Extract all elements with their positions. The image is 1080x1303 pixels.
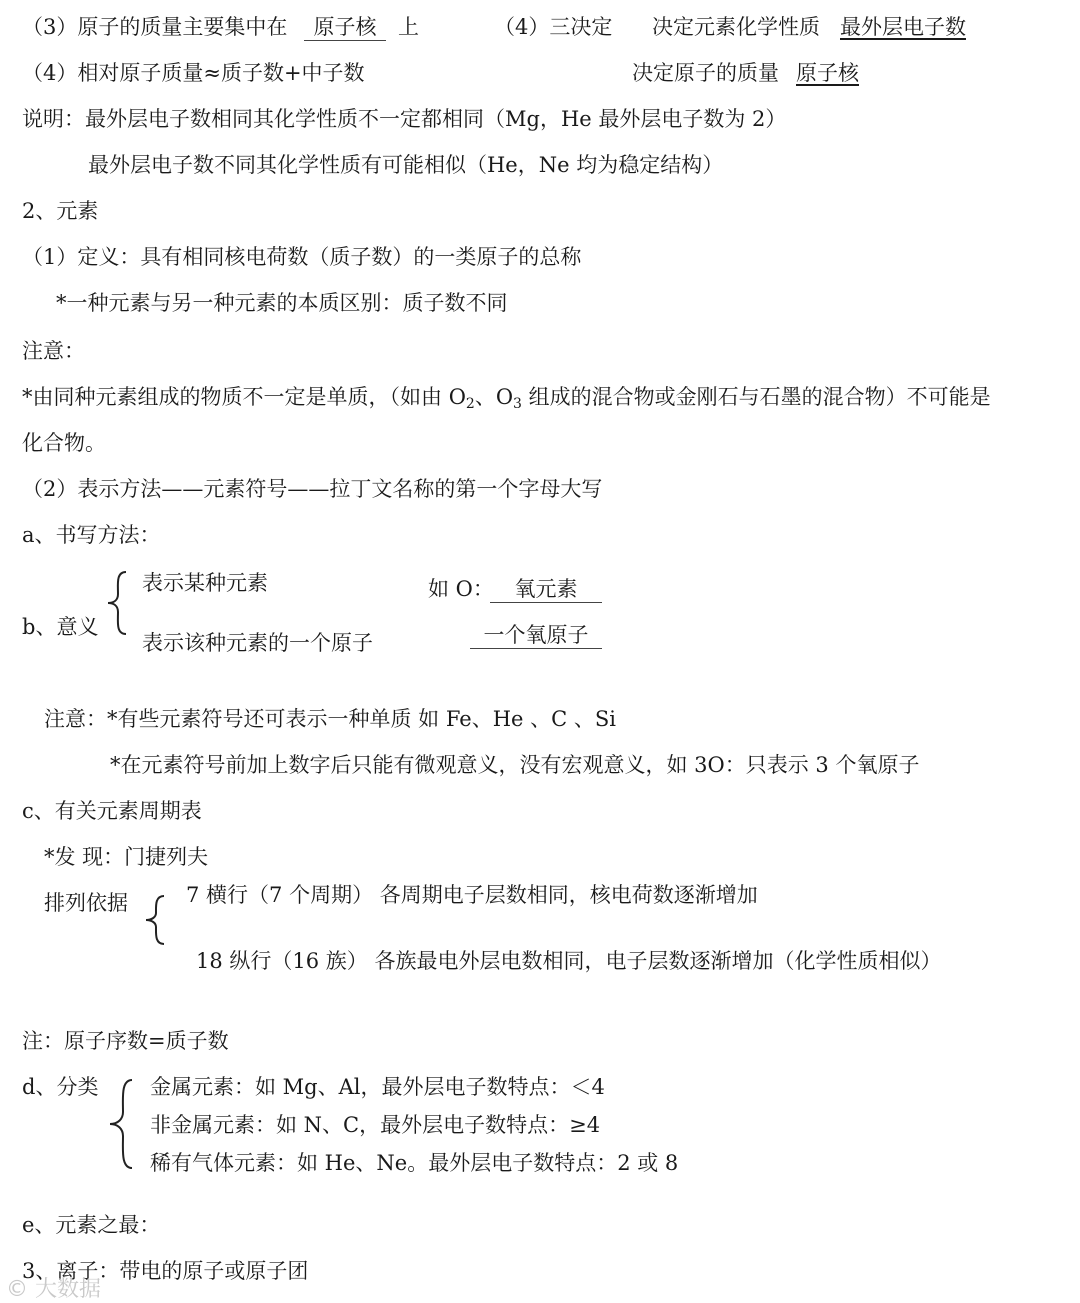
- class-nonmetal: 非金属元素：如 N、C，最外层电子数特点：≥4: [150, 1113, 601, 1137]
- note-micro-meaning: *在元素符号前加上数字后只能有微观意义，没有宏观意义，如 3O：只表示 3 个氧原子: [110, 753, 920, 777]
- line-same-element: *由同种元素组成的物质不一定是单质，（如由 $O_2$、$O_3$ 组成的混合物或金刚石与石墨的混合物）不可能是: [22, 385, 991, 412]
- answer-oxygen-atom: 一个氧原子: [470, 622, 602, 649]
- label-classification: d、分类: [22, 1075, 99, 1099]
- answer-outer-electrons: 最外层电子数: [840, 15, 966, 39]
- line-mass-c: 上: [398, 15, 419, 39]
- answer-oxygen-element: 氧元素: [490, 576, 602, 603]
- meaning-atom: 表示该种元素的一个原子: [142, 631, 373, 655]
- line-explanation-1: 说明：最外层电子数相同其化学性质不一定都相同（Mg，He 最外层电子数为 2）: [22, 107, 787, 131]
- brace-classification: [106, 1078, 136, 1170]
- class-noble-gas: 稀有气体元素：如 He、Ne。最外层电子数特点：2 或 8: [150, 1151, 679, 1175]
- class-metal: 金属元素：如 Mg、Al，最外层电子数特点：＜4: [150, 1075, 605, 1099]
- line-three-decisions: （4）三决定: [494, 15, 613, 39]
- note-atomic-number: 注：原子序数=质子数: [22, 1029, 229, 1053]
- line-decides-chem: 决定元素化学性质: [652, 15, 820, 39]
- line-writing-method: a、书写方法：: [22, 523, 161, 547]
- brace-meaning: [104, 570, 130, 636]
- line-discoverer: *发 现：门捷列夫: [44, 845, 209, 869]
- line-definition: （1）定义：具有相同核电荷数（质子数）的一类原子的总称: [22, 245, 582, 269]
- line-note-label: 注意：: [22, 339, 85, 363]
- section-ion: 3、离子：带电的原子或原子团: [22, 1259, 309, 1283]
- answer-nucleus-2: 原子核: [796, 61, 859, 85]
- periods-row: 7 横行（7 个周期） 各周期电子层数相同，核电荷数逐渐增加: [186, 883, 758, 907]
- brace-arrangement: [142, 894, 168, 946]
- watermark: © 大数据: [6, 1277, 101, 1302]
- label-arrangement: 排列依据: [44, 891, 128, 915]
- answer-nucleus-1: 原子核: [304, 14, 386, 41]
- line-compound: 化合物。: [22, 431, 106, 455]
- line-relative-mass: （4）相对原子质量≈质子数+中子数: [22, 61, 365, 85]
- note-simple-substance: 注意：*有些元素符号还可表示一种单质 如 Fe、He 、C 、Si: [44, 707, 616, 731]
- line-mass-a: （3）原子的质量主要集中在: [22, 15, 288, 39]
- meaning-element: 表示某种元素: [142, 571, 268, 595]
- line-essential-difference: *一种元素与另一种元素的本质区别：质子数不同: [56, 291, 508, 315]
- section-element: 2、元素: [22, 199, 99, 223]
- line-decides-mass: 决定原子的质量: [632, 61, 779, 85]
- label-meaning: b、意义: [22, 615, 99, 639]
- example-o-label: 如 O：: [428, 577, 494, 601]
- groups-row: 18 纵行（16 族） 各族最电外层电数相同，电子层数逐渐增加（化学性质相似）: [196, 949, 942, 973]
- section-periodic-table: c、有关元素周期表: [22, 799, 202, 823]
- line-representation: （2）表示方法——元素符号——拉丁文名称的第一个字母大写: [22, 477, 603, 501]
- line-explanation-2: 最外层电子数不同其化学性质有可能相似（He，Ne 均为稳定结构）: [88, 153, 724, 177]
- line-element-superlatives: e、元素之最：: [22, 1213, 161, 1237]
